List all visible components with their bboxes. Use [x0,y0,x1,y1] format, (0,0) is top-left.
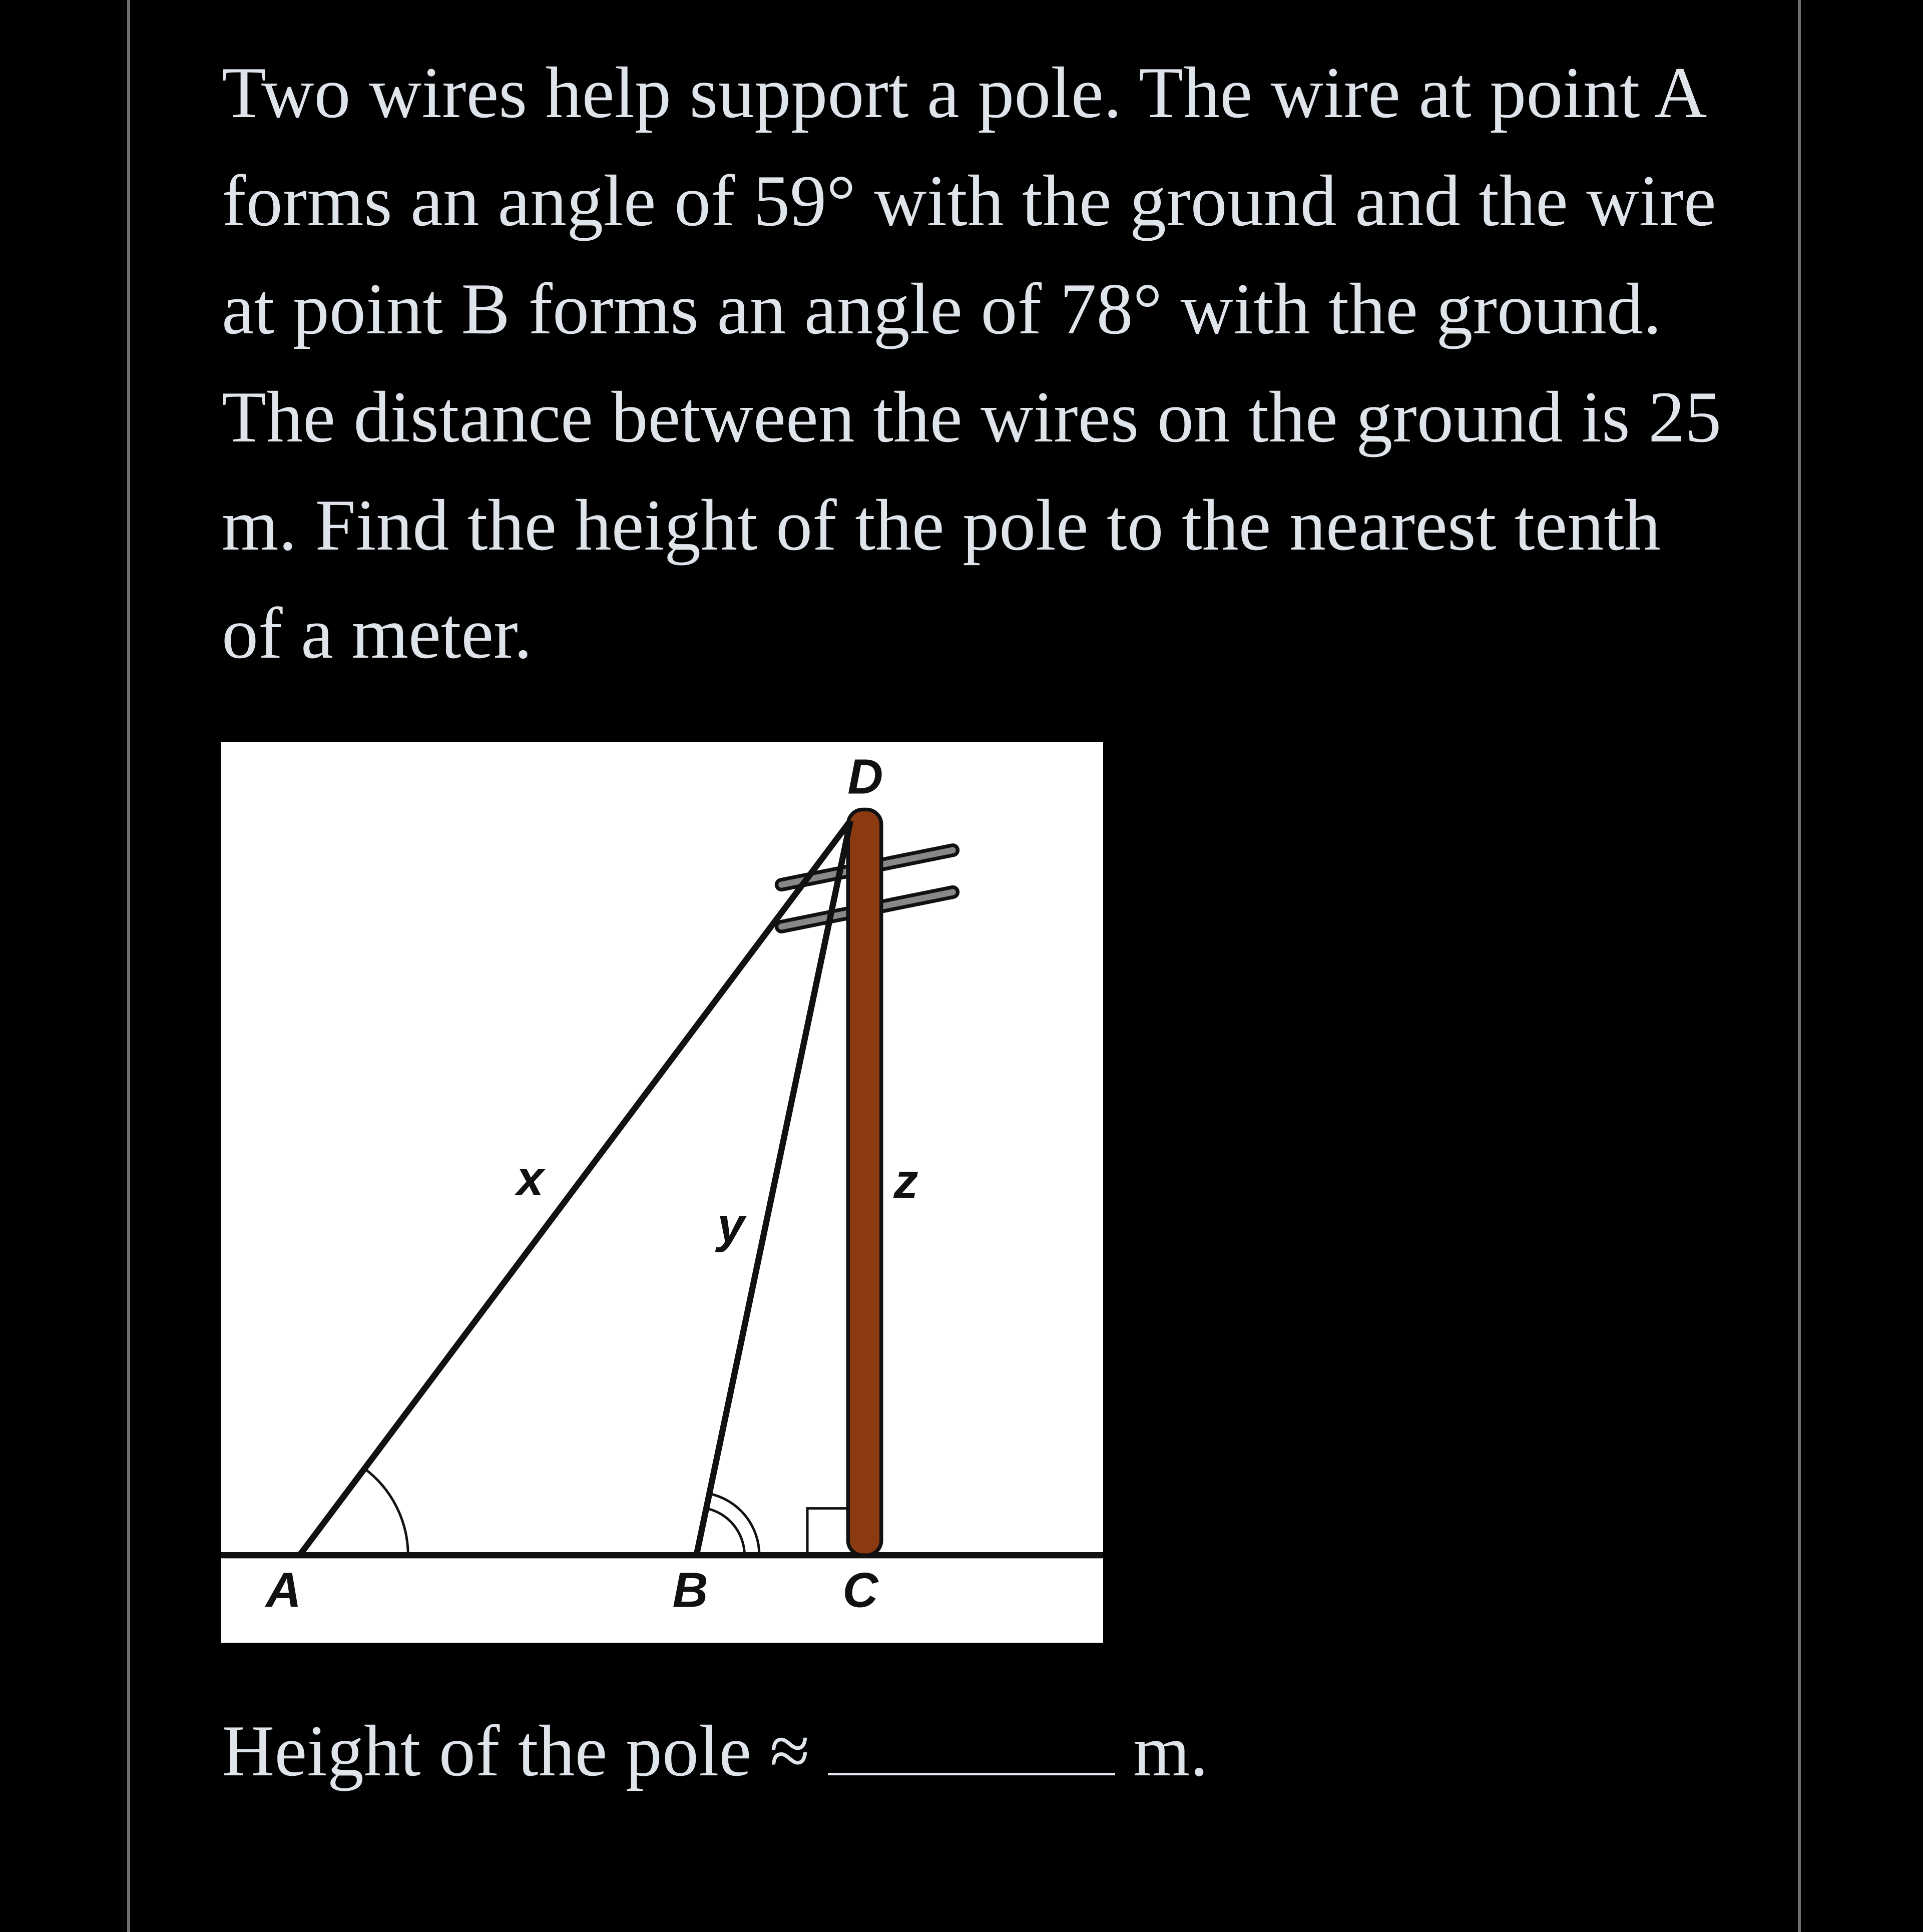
label-a: A [266,1562,302,1618]
right-angle-mark [807,1509,848,1553]
angle-arc-b-inner [706,1509,744,1556]
pole-diagram [221,742,1103,1643]
label-x: x [516,1151,544,1206]
right-border [1798,0,1801,1932]
question-line: at point B forms an angle of 78° with the ground. [222,268,1662,349]
question-line: The distance between the wires on the ground is 25 [222,376,1722,457]
left-border [127,0,130,1932]
answer-prefix: Height of the pole ≈ [222,1710,810,1791]
question-text [222,39,1773,687]
question-line: of a meter. [222,593,533,674]
answer-unit: m. [1133,1710,1208,1791]
answer-blank-input[interactable] [828,1713,1115,1775]
answer-row [222,1697,1208,1805]
label-d: D [847,749,883,804]
question-line: m. Find the height of the pole to the nearest tenth [222,485,1661,566]
pole [848,809,881,1555]
wire-x [300,821,851,1556]
angle-arc-a [365,1469,408,1555]
label-z: z [893,1153,918,1209]
diagram-svg [221,742,1103,1643]
label-y: y [717,1197,745,1253]
question-line: Two wires help support a pole. The wire at point A [222,52,1707,133]
wire-y [696,821,850,1556]
question-line: forms an angle of 59° with the ground and the wire [222,160,1716,241]
label-b: B [672,1562,708,1618]
label-c: C [842,1562,878,1618]
